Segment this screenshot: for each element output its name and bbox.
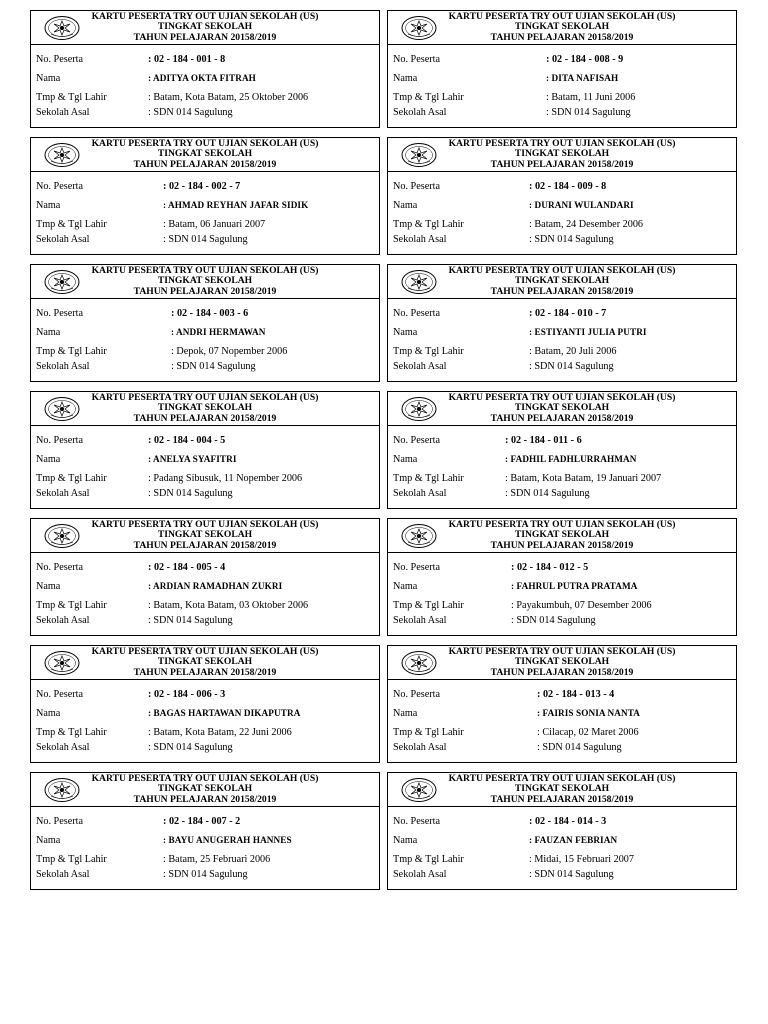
label-sekolah: Sekolah Asal	[36, 869, 90, 880]
tut-wuri-handayani-logo-icon	[43, 650, 81, 676]
card-header	[31, 138, 379, 172]
card-header-line1: KARTU PESERTA TRY OUT UJIAN SEKOLAH (US)	[448, 773, 676, 784]
value-sekolah: : SDN 014 Sagulung	[505, 488, 590, 499]
participant-card-4	[387, 137, 737, 255]
label-ttl: Tmp & Tgl Lahir	[393, 92, 464, 103]
card-header	[388, 392, 736, 426]
label-ttl: Tmp & Tgl Lahir	[36, 473, 107, 484]
tut-wuri-handayani-logo-icon	[43, 777, 81, 803]
value-nama: : ANELYA SYAFITRI	[148, 454, 237, 464]
label-ttl: Tmp & Tgl Lahir	[393, 346, 464, 357]
card-header-line2: TINGKAT SEKOLAH	[514, 148, 610, 160]
label-sekolah: Sekolah Asal	[393, 869, 447, 880]
label-nama: Nama	[36, 454, 61, 465]
card-header	[31, 392, 379, 426]
card-header-line2: TINGKAT SEKOLAH	[514, 656, 610, 668]
card-header	[388, 138, 736, 172]
label-nama: Nama	[36, 708, 61, 719]
label-sekolah: Sekolah Asal	[36, 361, 90, 372]
card-header	[31, 11, 379, 45]
card-header-line2: TINGKAT SEKOLAH	[157, 275, 253, 287]
card-header-line1: KARTU PESERTA TRY OUT UJIAN SEKOLAH (US)	[91, 11, 319, 22]
card-header-line1: KARTU PESERTA TRY OUT UJIAN SEKOLAH (US)	[91, 773, 319, 784]
card-header-line3: TAHUN PELAJARAN 20158/2019	[133, 539, 277, 551]
card-header-line1: KARTU PESERTA TRY OUT UJIAN SEKOLAH (US)	[448, 138, 676, 149]
value-nama: : FAIRIS SONIA NANTA	[537, 708, 640, 718]
value-no-peserta: : 02 - 184 - 011 - 6	[505, 435, 582, 446]
card-header-line3: TAHUN PELAJARAN 20158/2019	[490, 31, 634, 43]
value-no-peserta: : 02 - 184 - 001 - 8	[148, 54, 226, 65]
label-no-peserta: No. Peserta	[36, 181, 83, 192]
value-no-peserta: : 02 - 184 - 004 - 5	[148, 435, 226, 446]
value-nama: : FADHIL FADHLURRAHMAN	[505, 454, 637, 464]
label-sekolah: Sekolah Asal	[393, 742, 447, 753]
label-nama: Nama	[393, 581, 418, 592]
card-header-line1: KARTU PESERTA TRY OUT UJIAN SEKOLAH (US)	[91, 138, 319, 149]
value-no-peserta: : 02 - 184 - 010 - 7	[529, 308, 607, 319]
tut-wuri-handayani-logo-icon	[43, 142, 81, 168]
tut-wuri-handayani-logo-icon	[43, 269, 81, 295]
value-nama: : ESTIYANTI JULIA PUTRI	[529, 327, 647, 337]
card-header-line1: KARTU PESERTA TRY OUT UJIAN SEKOLAH (US)	[448, 646, 676, 657]
label-nama: Nama	[36, 200, 61, 211]
card-header-line3: TAHUN PELAJARAN 20158/2019	[490, 285, 634, 297]
tut-wuri-handayani-logo-icon	[400, 650, 438, 676]
label-sekolah: Sekolah Asal	[393, 615, 447, 626]
card-header-line2: TINGKAT SEKOLAH	[157, 783, 253, 795]
card-header-line1: KARTU PESERTA TRY OUT UJIAN SEKOLAH (US)	[91, 265, 319, 276]
card-header	[31, 265, 379, 299]
card-header	[31, 646, 379, 680]
label-ttl: Tmp & Tgl Lahir	[393, 854, 464, 865]
value-sekolah: : SDN 014 Sagulung	[148, 488, 233, 499]
label-nama: Nama	[36, 581, 61, 592]
card-header	[31, 519, 379, 553]
label-sekolah: Sekolah Asal	[36, 615, 90, 626]
value-nama: : FAHRUL PUTRA PRATAMA	[511, 581, 638, 591]
participant-card-14	[387, 772, 737, 890]
card-header-line2: TINGKAT SEKOLAH	[514, 783, 610, 795]
label-ttl: Tmp & Tgl Lahir	[36, 727, 107, 738]
value-no-peserta: : 02 - 184 - 008 - 9	[546, 54, 624, 65]
value-ttl: : Batam, 11 Juni 2006	[546, 92, 636, 103]
card-header-line2: TINGKAT SEKOLAH	[514, 529, 610, 541]
value-sekolah: : SDN 014 Sagulung	[148, 615, 233, 626]
card-header-line3: TAHUN PELAJARAN 20158/2019	[490, 793, 634, 805]
card-header-line2: TINGKAT SEKOLAH	[514, 275, 610, 287]
value-nama: : BAGAS HARTAWAN DIKAPUTRA	[148, 708, 301, 718]
label-sekolah: Sekolah Asal	[393, 107, 447, 118]
value-no-peserta: : 02 - 184 - 013 - 4	[537, 689, 615, 700]
value-ttl: : Batam, Kota Batam, 03 Oktober 2006	[148, 600, 309, 611]
tut-wuri-handayani-logo-icon	[43, 15, 81, 41]
participant-card-2	[387, 10, 737, 128]
label-no-peserta: No. Peserta	[393, 308, 440, 319]
label-ttl: Tmp & Tgl Lahir	[393, 219, 464, 230]
card-header-line3: TAHUN PELAJARAN 20158/2019	[490, 412, 634, 424]
tut-wuri-handayani-logo-icon	[400, 396, 438, 422]
value-nama: : BAYU ANUGERAH HANNES	[163, 835, 292, 845]
label-sekolah: Sekolah Asal	[393, 234, 447, 245]
label-no-peserta: No. Peserta	[36, 689, 83, 700]
card-header-line3: TAHUN PELAJARAN 20158/2019	[490, 539, 634, 551]
value-sekolah: : SDN 014 Sagulung	[529, 869, 614, 880]
participant-card-5	[30, 264, 380, 382]
card-header-line1: KARTU PESERTA TRY OUT UJIAN SEKOLAH (US)	[448, 265, 676, 276]
value-ttl: : Batam, 20 Juli 2006	[529, 346, 617, 357]
card-header-line3: TAHUN PELAJARAN 20158/2019	[133, 793, 277, 805]
value-nama: : ARDIAN RAMADHAN ZUKRI	[148, 581, 283, 591]
value-sekolah: : SDN 014 Sagulung	[529, 361, 614, 372]
card-header-line2: TINGKAT SEKOLAH	[157, 21, 253, 33]
value-ttl: : Batam, Kota Batam, 22 Juni 2006	[148, 727, 292, 738]
value-ttl: : Batam, 06 Januari 2007	[163, 219, 266, 230]
label-no-peserta: No. Peserta	[36, 308, 83, 319]
label-no-peserta: No. Peserta	[36, 435, 83, 446]
value-no-peserta: : 02 - 184 - 014 - 3	[529, 816, 607, 827]
card-header	[388, 773, 736, 807]
value-no-peserta: : 02 - 184 - 007 - 2	[163, 816, 241, 827]
value-nama: : ANDRI HERMAWAN	[171, 327, 266, 337]
label-no-peserta: No. Peserta	[36, 562, 83, 573]
value-nama: : DITA NAFISAH	[546, 73, 619, 83]
tut-wuri-handayani-logo-icon	[400, 142, 438, 168]
label-sekolah: Sekolah Asal	[393, 361, 447, 372]
card-header-line2: TINGKAT SEKOLAH	[157, 402, 253, 414]
participant-card-7	[30, 391, 380, 509]
participant-card-10	[387, 518, 737, 636]
value-ttl: : Batam, 25 Februari 2006	[163, 854, 271, 865]
value-sekolah: : SDN 014 Sagulung	[148, 107, 233, 118]
label-sekolah: Sekolah Asal	[36, 107, 90, 118]
label-nama: Nama	[393, 454, 418, 465]
value-ttl: : Cilacap, 02 Maret 2006	[537, 727, 639, 738]
label-nama: Nama	[393, 835, 418, 846]
label-nama: Nama	[36, 73, 61, 84]
value-sekolah: : SDN 014 Sagulung	[546, 107, 631, 118]
card-header-line1: KARTU PESERTA TRY OUT UJIAN SEKOLAH (US)	[448, 11, 676, 22]
label-sekolah: Sekolah Asal	[36, 234, 90, 245]
card-header-line3: TAHUN PELAJARAN 20158/2019	[133, 158, 277, 170]
card-header-line2: TINGKAT SEKOLAH	[157, 529, 253, 541]
value-sekolah: : SDN 014 Sagulung	[529, 234, 614, 245]
card-header-line3: TAHUN PELAJARAN 20158/2019	[133, 666, 277, 678]
tut-wuri-handayani-logo-icon	[400, 15, 438, 41]
label-no-peserta: No. Peserta	[36, 816, 83, 827]
tut-wuri-handayani-logo-icon	[400, 269, 438, 295]
participant-card-12	[387, 645, 737, 763]
label-sekolah: Sekolah Asal	[36, 742, 90, 753]
label-nama: Nama	[36, 835, 61, 846]
participant-card-9	[30, 518, 380, 636]
value-no-peserta: : 02 - 184 - 005 - 4	[148, 562, 226, 573]
value-sekolah: : SDN 014 Sagulung	[148, 742, 233, 753]
card-header-line3: TAHUN PELAJARAN 20158/2019	[133, 285, 277, 297]
label-no-peserta: No. Peserta	[393, 181, 440, 192]
value-nama: : FAUZAN FEBRIAN	[529, 835, 618, 845]
value-ttl: : Midai, 15 Februari 2007	[529, 854, 634, 865]
value-ttl: : Batam, 24 Desember 2006	[529, 219, 644, 230]
label-ttl: Tmp & Tgl Lahir	[36, 346, 107, 357]
value-no-peserta: : 02 - 184 - 009 - 8	[529, 181, 607, 192]
card-header-line1: KARTU PESERTA TRY OUT UJIAN SEKOLAH (US)	[91, 392, 319, 403]
value-sekolah: : SDN 014 Sagulung	[171, 361, 256, 372]
label-nama: Nama	[393, 708, 418, 719]
card-header-line3: TAHUN PELAJARAN 20158/2019	[490, 666, 634, 678]
label-nama: Nama	[393, 73, 418, 84]
value-no-peserta: : 02 - 184 - 002 - 7	[163, 181, 241, 192]
label-ttl: Tmp & Tgl Lahir	[393, 600, 464, 611]
value-ttl: : Batam, Kota Batam, 25 Oktober 2006	[148, 92, 309, 103]
card-header	[388, 519, 736, 553]
participant-card-6	[387, 264, 737, 382]
value-no-peserta: : 02 - 184 - 003 - 6	[171, 308, 249, 319]
value-nama: : AHMAD REYHAN JAFAR SIDIK	[163, 200, 309, 210]
card-header-line1: KARTU PESERTA TRY OUT UJIAN SEKOLAH (US)	[91, 519, 319, 530]
card-header-line3: TAHUN PELAJARAN 20158/2019	[490, 158, 634, 170]
card-header	[388, 265, 736, 299]
label-no-peserta: No. Peserta	[393, 689, 440, 700]
participant-card-1	[30, 10, 380, 128]
card-header-line3: TAHUN PELAJARAN 20158/2019	[133, 412, 277, 424]
tut-wuri-handayani-logo-icon	[43, 523, 81, 549]
participant-card-3	[30, 137, 380, 255]
value-ttl: : Batam, Kota Batam, 19 Januari 2007	[505, 473, 662, 484]
card-header-line3: TAHUN PELAJARAN 20158/2019	[133, 31, 277, 43]
label-no-peserta: No. Peserta	[393, 816, 440, 827]
label-ttl: Tmp & Tgl Lahir	[36, 92, 107, 103]
label-nama: Nama	[393, 200, 418, 211]
label-no-peserta: No. Peserta	[36, 54, 83, 65]
value-ttl: : Depok, 07 Nopember 2006	[171, 346, 288, 357]
value-ttl: : Payakumbuh, 07 Desember 2006	[511, 600, 652, 611]
card-header	[388, 646, 736, 680]
tut-wuri-handayani-logo-icon	[400, 777, 438, 803]
card-header-line2: TINGKAT SEKOLAH	[157, 656, 253, 668]
tut-wuri-handayani-logo-icon	[400, 523, 438, 549]
value-sekolah: : SDN 014 Sagulung	[511, 615, 596, 626]
card-header-line1: KARTU PESERTA TRY OUT UJIAN SEKOLAH (US)	[448, 392, 676, 403]
value-nama: : ADITYA OKTA FITRAH	[148, 73, 256, 83]
tut-wuri-handayani-logo-icon	[43, 396, 81, 422]
label-sekolah: Sekolah Asal	[36, 488, 90, 499]
participant-card-13	[30, 772, 380, 890]
value-sekolah: : SDN 014 Sagulung	[163, 869, 248, 880]
label-no-peserta: No. Peserta	[393, 435, 440, 446]
label-no-peserta: No. Peserta	[393, 54, 440, 65]
card-header	[388, 11, 736, 45]
card-header-line1: KARTU PESERTA TRY OUT UJIAN SEKOLAH (US)	[91, 646, 319, 657]
card-header-line2: TINGKAT SEKOLAH	[514, 402, 610, 414]
label-ttl: Tmp & Tgl Lahir	[36, 219, 107, 230]
value-ttl: : Padang Sibusuk, 11 Nopember 2006	[148, 473, 303, 484]
label-ttl: Tmp & Tgl Lahir	[393, 727, 464, 738]
label-nama: Nama	[36, 327, 61, 338]
participant-card-8	[387, 391, 737, 509]
value-nama: : DURANI WULANDARI	[529, 200, 634, 210]
label-no-peserta: No. Peserta	[393, 562, 440, 573]
card-header-line1: KARTU PESERTA TRY OUT UJIAN SEKOLAH (US)	[448, 519, 676, 530]
label-ttl: Tmp & Tgl Lahir	[36, 600, 107, 611]
label-nama: Nama	[393, 327, 418, 338]
label-ttl: Tmp & Tgl Lahir	[36, 854, 107, 865]
label-ttl: Tmp & Tgl Lahir	[393, 473, 464, 484]
value-sekolah: : SDN 014 Sagulung	[163, 234, 248, 245]
value-no-peserta: : 02 - 184 - 012 - 5	[511, 562, 589, 573]
card-header	[31, 773, 379, 807]
label-sekolah: Sekolah Asal	[393, 488, 447, 499]
value-no-peserta: : 02 - 184 - 006 - 3	[148, 689, 226, 700]
card-header-line2: TINGKAT SEKOLAH	[514, 21, 610, 33]
value-sekolah: : SDN 014 Sagulung	[537, 742, 622, 753]
participant-card-11	[30, 645, 380, 763]
card-header-line2: TINGKAT SEKOLAH	[157, 148, 253, 160]
